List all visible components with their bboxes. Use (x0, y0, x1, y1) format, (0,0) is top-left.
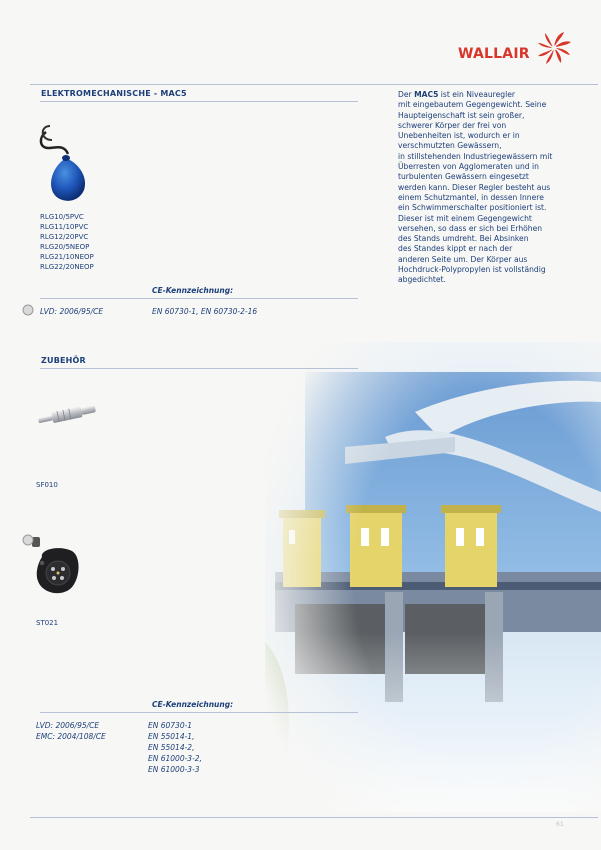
ce-label: CE-Kennzeichnung: (152, 286, 234, 295)
description-line: des Stands umdreht. Bei Absinken (398, 234, 529, 244)
product-description (398, 90, 578, 286)
model-item: RLG11/10PVC (40, 223, 89, 231)
description-line: mit eingebautem Gegengewicht. Seine (398, 100, 547, 110)
accessory-code-st021: ST021 (36, 619, 59, 627)
ce-label-accessories: CE-Kennzeichnung: (152, 700, 234, 709)
ce-divider (40, 298, 358, 299)
binding-hole (22, 532, 38, 548)
ce-divider-accessories (40, 712, 358, 713)
standard-item: EN 55014-1, (148, 732, 195, 741)
top-divider (30, 84, 598, 85)
fan-icon (532, 28, 576, 68)
standard-item: EN 61000-3-2, (148, 754, 202, 763)
model-item: RLG20/5NEOP (40, 243, 90, 251)
description-line: einem Schutzmantel, in dessen Innere (398, 192, 544, 202)
description-line: Unebenheiten ist, wodurch er in (398, 131, 520, 141)
description-line: schwerer Körper der frei von (398, 120, 507, 130)
standard-item: EN 60730-1 (148, 721, 193, 730)
description-line: werden kann. Dieser Regler besteht aus (398, 182, 551, 192)
model-item: RLG21/10NEOP (40, 253, 94, 261)
mac5-float-switch-image (36, 118, 96, 206)
description-line: in stillstehenden Industriegewässern mit (398, 151, 553, 161)
description-line: Haupteigenschaft ist sein großer, (398, 110, 525, 120)
description-line: Der MAC5 ist ein Niveauregler (398, 90, 516, 99)
model-list (40, 212, 94, 272)
binding-hole (22, 302, 38, 318)
model-item: RLG22/20NEOP (40, 263, 94, 271)
standard-item: EN 55014-2, (148, 743, 195, 752)
product-name-emphasis: MAC5 (414, 90, 439, 99)
st021-accessory-image (30, 535, 86, 599)
description-line: abgedichtet. (398, 275, 446, 285)
model-item: RLG12/20PVC (40, 233, 89, 241)
page-number: 61 (556, 821, 564, 828)
ce-standards: EN 60730-1, EN 60730-2-16 (152, 307, 258, 316)
lvd-directive: LVD: 2006/95/CE (40, 307, 104, 316)
section-heading-mac5: ELEKTROMECHANISCHE - MAC5 (41, 89, 187, 98)
bottom-divider (30, 817, 598, 818)
description-line: ein Schwimmerschalter positioniert ist. (398, 203, 547, 213)
description-line: anderen Seite um. Der Körper aus (398, 254, 528, 264)
description-line: verschmutzten Gewässern, (398, 141, 502, 151)
wallair-logo (458, 28, 578, 68)
dam-photo (265, 342, 601, 812)
emc-directive-accessories: EMC: 2004/108/CE (36, 732, 106, 741)
model-item: RLG10/5PVC (40, 213, 84, 221)
section-heading-accessories: ZUBEHÖR (41, 356, 86, 365)
section-underline (40, 101, 358, 102)
description-line: Dieser ist mit einem Gegengewicht (398, 213, 532, 223)
sf010-accessory-image (36, 400, 100, 430)
description-line: Überresten von Agglomeraten und in (398, 162, 539, 172)
logo-text: WALLAIR (458, 46, 530, 62)
accessories-underline (40, 368, 358, 369)
accessory-code-sf010: SF010 (36, 481, 58, 489)
description-line: des Standes kippt er nach der (398, 244, 513, 254)
standard-item: EN 61000-3-3 (148, 765, 200, 774)
description-line: Hochdruck-Polypropylen ist vollständig (398, 265, 546, 275)
lvd-directive-accessories: LVD: 2006/95/CE (36, 721, 100, 730)
description-line: turbulenten Gewässern eingesetzt (398, 172, 529, 182)
description-line: versehen, so dass er sich bei Erhöhen (398, 223, 543, 233)
